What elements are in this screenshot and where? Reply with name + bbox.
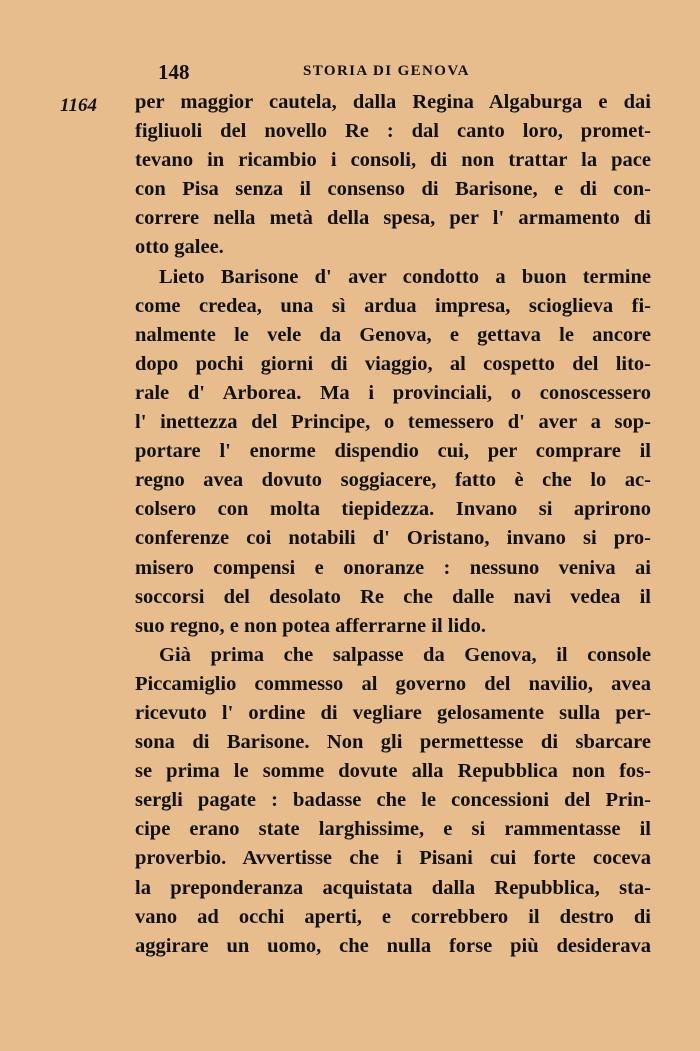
text-line: Lieto Barisone d' aver condotto a buon termine bbox=[159, 265, 651, 288]
text-line: l' inettezza del Principe, o temessero d' aver a sop- bbox=[135, 411, 651, 434]
text-line: colsero con molta tiepidezza. Invano si aprirono bbox=[135, 498, 651, 521]
text-line: nalmente le vele da Genova, e gettava le ancore bbox=[135, 323, 651, 346]
page-number: 148 bbox=[158, 60, 190, 84]
text-line: misero compensi e onoranze : nessuno veniva ai bbox=[135, 556, 651, 579]
text-line: tevano in ricambio i consoli, di non trattar la pace bbox=[135, 149, 651, 172]
text-line: come credea, una sì ardua impresa, scioglieva fi- bbox=[135, 294, 651, 317]
margin-year-note: 1164 bbox=[60, 95, 97, 116]
text-line: la preponderanza acquistata dalla Repubblica, sta- bbox=[135, 876, 651, 899]
text-line: soccorsi del desolato Re che dalle navi vedea il bbox=[135, 585, 651, 608]
text-line: figliuoli del novello Re : dal canto loro, promet- bbox=[135, 120, 651, 143]
text-line: proverbio. Avvertisse che i Pisani cui forte coceva bbox=[135, 847, 651, 870]
page-header bbox=[0, 60, 700, 86]
running-title: STORIA DI GENOVA bbox=[303, 63, 470, 79]
body-text bbox=[135, 88, 651, 961]
text-line: portare l' enorme dispendio cui, per comprare il bbox=[135, 440, 651, 463]
text-line: dopo pochi giorni di viaggio, al cospetto del lito- bbox=[135, 352, 651, 375]
text-line: regno avea dovuto soggiacere, fatto è che lo ac- bbox=[135, 469, 651, 492]
text-line: cipe erano state larghissime, e si rammentasse il bbox=[135, 818, 651, 841]
text-line: se prima le somme dovute alla Repubblica non fos- bbox=[135, 760, 651, 783]
text-line: Già prima che salpasse da Genova, il console bbox=[159, 643, 651, 666]
text-line: conferenze coi notabili d' Oristano, invano si pro- bbox=[135, 527, 651, 550]
text-line: ricevuto l' ordine di vegliare gelosamente sulla per- bbox=[135, 701, 651, 724]
text-line: Piccamiglio commesso al governo del navilio, avea bbox=[135, 672, 651, 695]
text-line: vano ad occhi aperti, e correbbero il destro di bbox=[135, 905, 651, 928]
text-line: suo regno, e non potea afferrarne il lido. bbox=[135, 614, 486, 637]
text-line: correre nella metà della spesa, per l' armamento di bbox=[135, 207, 651, 230]
text-line: sona di Barisone. Non gli permettesse di sbarcare bbox=[135, 731, 651, 754]
text-line: aggirare un uomo, che nulla forse più desiderava bbox=[135, 934, 651, 957]
text-line: con Pisa senza il consenso di Barisone, e di con- bbox=[135, 178, 651, 201]
text-line: rale d' Arborea. Ma i provinciali, o conoscessero bbox=[135, 381, 651, 404]
text-line: otto galee. bbox=[135, 236, 224, 259]
text-line: sergli pagate : badasse che le concessioni del Prin- bbox=[135, 789, 651, 812]
text-line: per maggior cautela, dalla Regina Algaburga e dai bbox=[135, 91, 651, 113]
